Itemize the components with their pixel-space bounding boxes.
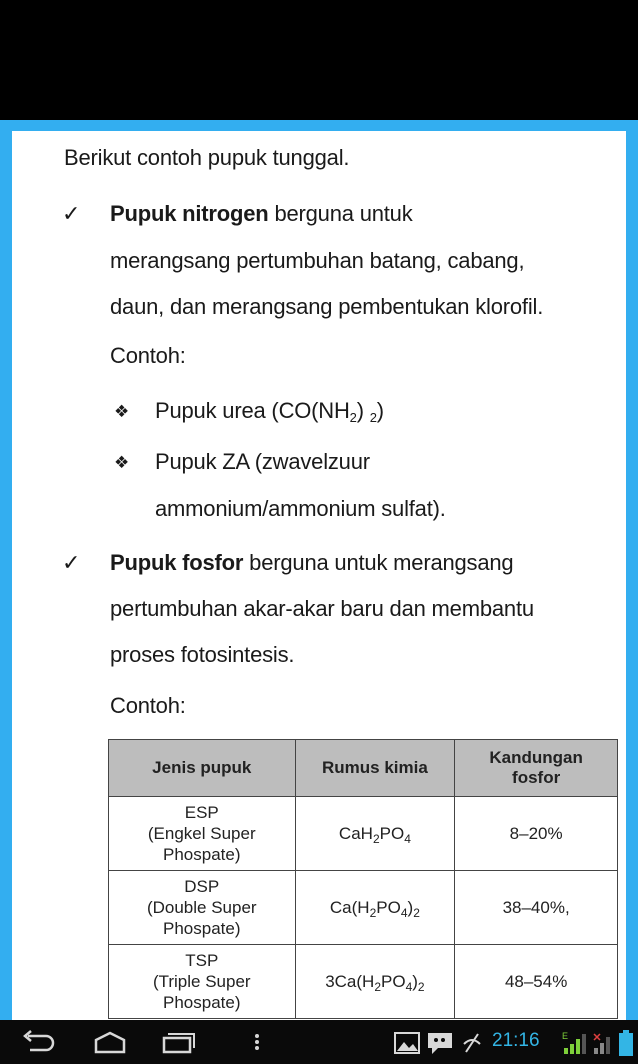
formula-part: CaH (338, 824, 373, 843)
cell-formula (295, 797, 455, 871)
top-black-bar (0, 0, 638, 120)
bbm-notification-icon[interactable] (426, 1030, 454, 1056)
formula-sub: 2 (372, 832, 380, 846)
gallery-notification-icon[interactable] (394, 1031, 420, 1055)
table-row (109, 871, 618, 945)
nitrogen-line1-rest: berguna untuk (268, 201, 413, 226)
header-kandungan-line1: Kandungan (489, 748, 583, 767)
name-line3: Phospate) (163, 919, 241, 938)
formula-sub: 4 (404, 832, 411, 846)
urea-sub1: 2 (349, 410, 357, 425)
fosfor-title: Pupuk fosfor (110, 550, 244, 575)
check-icon: ✓ (62, 201, 81, 226)
urea-prefix: Pupuk urea (CO(NH (155, 398, 350, 423)
clock: 21:16 (492, 1030, 540, 1051)
signal-strength-2-icon (592, 1030, 614, 1056)
fosfor-line3: proses fotosintesis. (110, 642, 295, 667)
network-type: E (562, 1031, 569, 1041)
name-line1: DSP (184, 877, 220, 896)
header-kandungan-line2: fosfor (512, 768, 561, 787)
formula-sub: 2 (374, 980, 381, 994)
name-line3: Phospate) (163, 993, 241, 1012)
header-rumus: Rumus kimia (295, 740, 455, 797)
cell-content: 48–54% (455, 945, 618, 1019)
name-line1: ESP (184, 803, 219, 822)
formula-sub: 2 (417, 980, 425, 994)
formula-part: PO (376, 898, 401, 917)
table-header-row (109, 740, 618, 797)
urea-suffix: ) (376, 398, 384, 423)
diamond-bullet-icon: ❖ (114, 402, 130, 421)
cell-content: 38–40%, (455, 871, 618, 945)
fosfor-line2: pertumbuhan akar-akar baru dan membantu (110, 596, 534, 621)
slide-page (12, 131, 626, 1020)
nitrogen-line3: daun, dan merangsang pembentukan klorofil. (110, 294, 544, 319)
formula-part: Ca(H (329, 898, 370, 917)
home-icon[interactable] (90, 1028, 130, 1056)
fosfor-line1-rest: berguna untuk merangsang (243, 550, 514, 575)
fosfor-contoh: Contoh: (110, 693, 186, 718)
formula-part: 3Ca(H (325, 972, 375, 991)
cell-content: 8–20% (455, 797, 618, 871)
formula-part: ) (412, 972, 418, 991)
menu-icon[interactable] (250, 1028, 264, 1056)
cell-formula (295, 871, 455, 945)
formula-part: ) (407, 898, 414, 917)
back-icon[interactable] (18, 1028, 58, 1056)
nitrogen-contoh: Contoh: (110, 343, 186, 368)
name-line2: (Engkel Super (147, 824, 256, 843)
formula-sub: 2 (413, 906, 420, 920)
table-row (109, 797, 618, 871)
header-jenis: Jenis pupuk (109, 740, 296, 797)
fosfor-line1 (110, 550, 513, 576)
name-line1: TSP (185, 951, 219, 970)
system-navbar (0, 1020, 638, 1064)
urea-sub2: 2 (369, 410, 377, 425)
cell-name (109, 797, 296, 871)
name-line2: (Double Super (146, 898, 257, 917)
nitrogen-line2: merangsang pertumbuhan batang, cabang, (110, 248, 525, 273)
cell-name (109, 871, 296, 945)
no-signal-icon (462, 1032, 482, 1054)
signal-strength-icon (562, 1030, 588, 1056)
formula-sub: 4 (400, 906, 408, 920)
za-example-line2: ammonium/ammonium sulfat). (155, 496, 446, 521)
formula-part: PO (379, 824, 405, 843)
urea-example (155, 398, 384, 424)
battery-icon (618, 1029, 634, 1057)
check-icon: ✓ (62, 550, 81, 575)
nitrogen-title: Pupuk nitrogen (110, 201, 269, 226)
cell-formula (295, 945, 455, 1019)
formula-part: PO (381, 972, 406, 991)
cell-name (109, 945, 296, 1019)
formula-sub: 2 (369, 906, 377, 920)
formula-sub: 4 (405, 980, 413, 994)
header-kandungan (455, 740, 618, 797)
name-line2: (Triple Super (152, 972, 251, 991)
za-example-line1: Pupuk ZA (zwavelzuur (155, 449, 370, 474)
name-line3: Phospate) (163, 845, 241, 864)
diamond-bullet-icon: ❖ (114, 453, 130, 472)
table-row (109, 945, 618, 1019)
fertilizer-table (108, 739, 618, 1019)
intro-text: Berikut contoh pupuk tunggal. (64, 145, 350, 170)
nitrogen-line1 (110, 201, 413, 227)
recent-apps-icon[interactable] (158, 1028, 198, 1056)
urea-mid: ) (356, 398, 370, 423)
